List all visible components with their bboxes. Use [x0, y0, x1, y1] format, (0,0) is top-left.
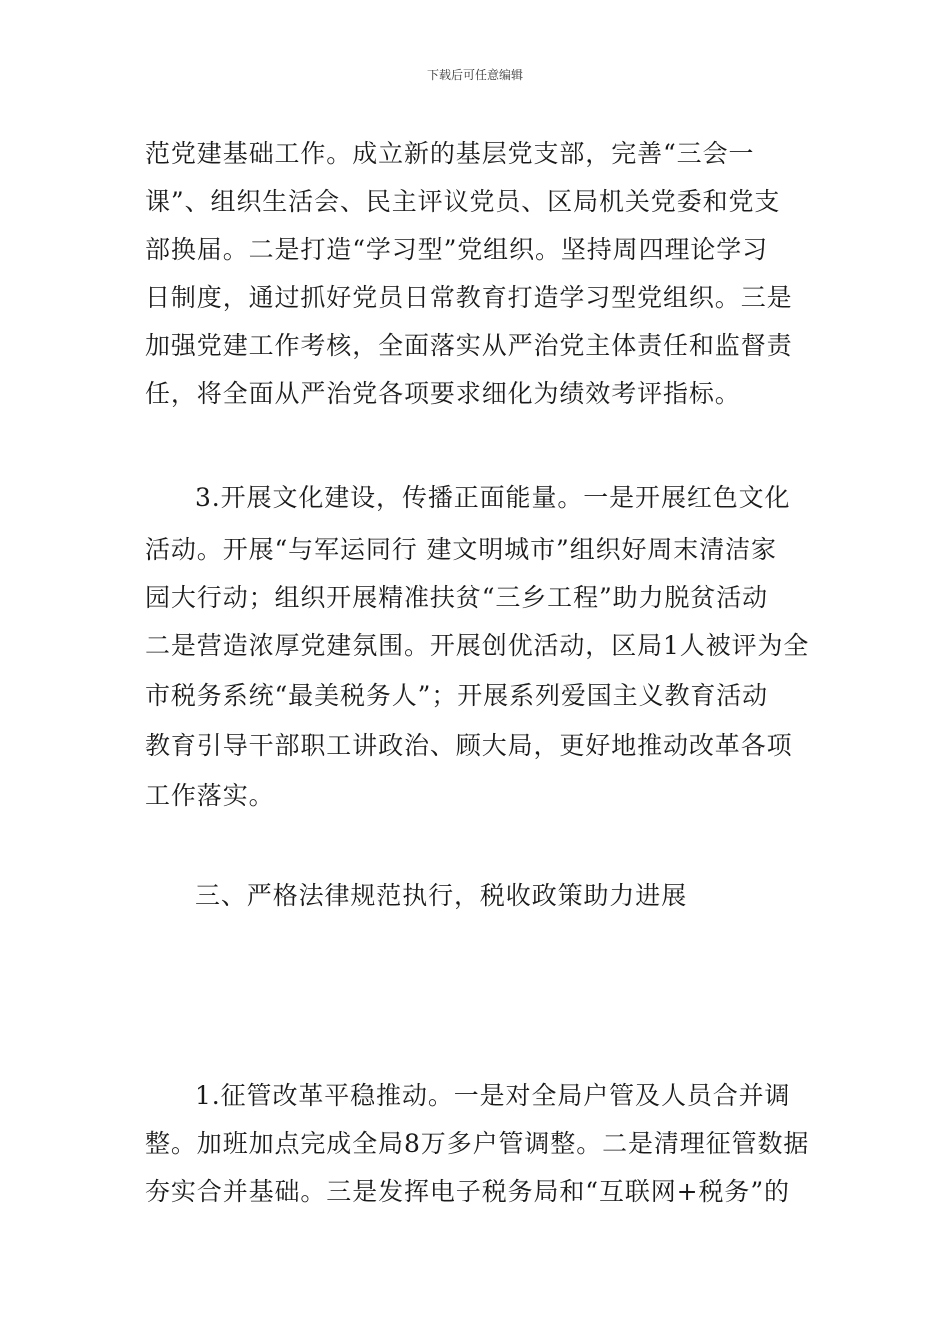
text-line: 部换届。二是打造“学习型”党组织。坚持周四理论学习 — [145, 235, 769, 264]
text-line: 园大行动；组织开展精准扶贫“三乡工程”助力脱贫活动 — [145, 583, 769, 612]
text-line: 任，将全面从严治党各项要求细化为绩效考评指标。 — [145, 379, 741, 408]
section-heading: 三、严格法律规范执行，税收政策助力进展 — [195, 881, 688, 910]
text-line: 活动。开展“与军运同行 建文明城市”组织好周末清洁家 — [145, 535, 777, 564]
paragraph-start-line: 3.开展文化建设，传播正面能量。一是开展红色文化 — [195, 483, 791, 512]
text-line: 夯实合并基础。三是发挥电子税务局和“互联网+税务”的 — [145, 1177, 790, 1206]
text-line: 教育引导干部职工讲政治、顾大局，更好地推动改革各项 — [145, 731, 793, 760]
paragraph-start-line: 1.征管改革平稳推动。一是对全局户管及人员合并调 — [195, 1081, 791, 1110]
page-header: 下载后可任意编辑 — [426, 68, 523, 82]
text-line: 市税务系统“最美税务人”；开展系列爱国主义教育活动 — [145, 681, 769, 710]
text-line: 加强党建工作考核，全面落实从严治党主体责任和监督责 — [145, 331, 793, 360]
text-line: 二是营造浓厚党建氛围。开展创优活动，区局1人被评为全 — [145, 631, 810, 660]
text-line: 工作落实。 — [145, 781, 275, 810]
text-line: 范党建基础工作。成立新的基层党支部，完善“三会一 — [145, 139, 755, 168]
text-line: 课”、组织生活会、民主评议党员、区局机关党委和党支 — [145, 187, 781, 216]
text-line: 日制度，通过抓好党员日常教育打造学习型党组织。三是 — [145, 283, 793, 312]
text-line: 整。加班加点完成全局8万多户管调整。二是清理征管数据 — [145, 1129, 810, 1158]
